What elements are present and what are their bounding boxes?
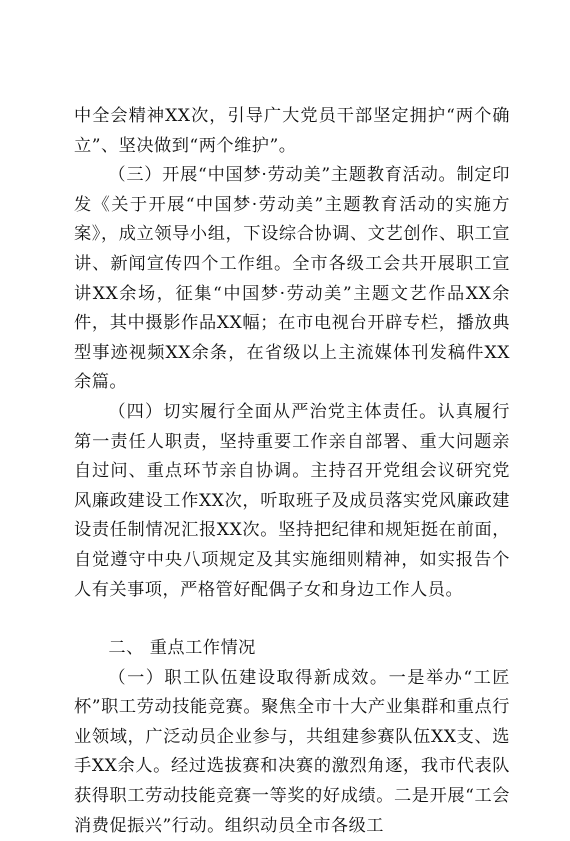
paragraph-spacer <box>74 605 510 634</box>
paragraph-workforce: （一）职工队伍建设取得新成效。一是举办“工匠杯”职工劳动技能竞赛。聚焦全市十大产业集群和重点行业领域，广泛动员企业参与，共组建参赛队伍XX支、选手XX余人。经过选拔赛和决赛的激烈角逐，我市代表队获得职工劳动技能竞赛一等奖的好成绩。二是开展“工会消费促振兴”行动。组织动员全市各级工 <box>74 667 510 836</box>
document-body <box>74 102 510 841</box>
section-heading: 二、 重点工作情况 <box>108 638 256 659</box>
paragraph-theme-education: （三）开展“中国梦·劳动美”主题教育活动。制定印发《关于开展“中国梦·劳动美”主题教育活动的实施方案》，成立领导小组，下设综合协调、文艺创作、职工宣讲、新闻宣传四个工作组。全市各级工会共开展职工宣讲XX余场，征集“中国梦·劳动美”主题文艺作品XX余件，其中摄影作品XX幅；在市电视台开辟专栏，播放典型事迹视频XX余条，在省级以上主流媒体刊发稿件XX余篇。 <box>74 165 510 393</box>
paragraph-party-responsibility: （四）切实履行全面从严治党主体责任。认真履行第一责任人职责，坚持重要工作亲自部署、重大问题亲自过问、重点环节亲自协调。主持召开党组会议研究党风廉政建设工作XX次，听取班子及成员落实党风廉政建设责任制情况汇报XX次。坚持把纪律和规矩挺在前面，自觉遵守中央八项规定及其实施细则精神，如实报告个人有关事项，严格管好配偶子女和身边工作人员。 <box>74 401 510 600</box>
paragraph-continuation: 中全会精神XX次，引导广大党员干部坚定拥护“两个确立”、坚决做到“两个维护”。 <box>74 106 510 156</box>
